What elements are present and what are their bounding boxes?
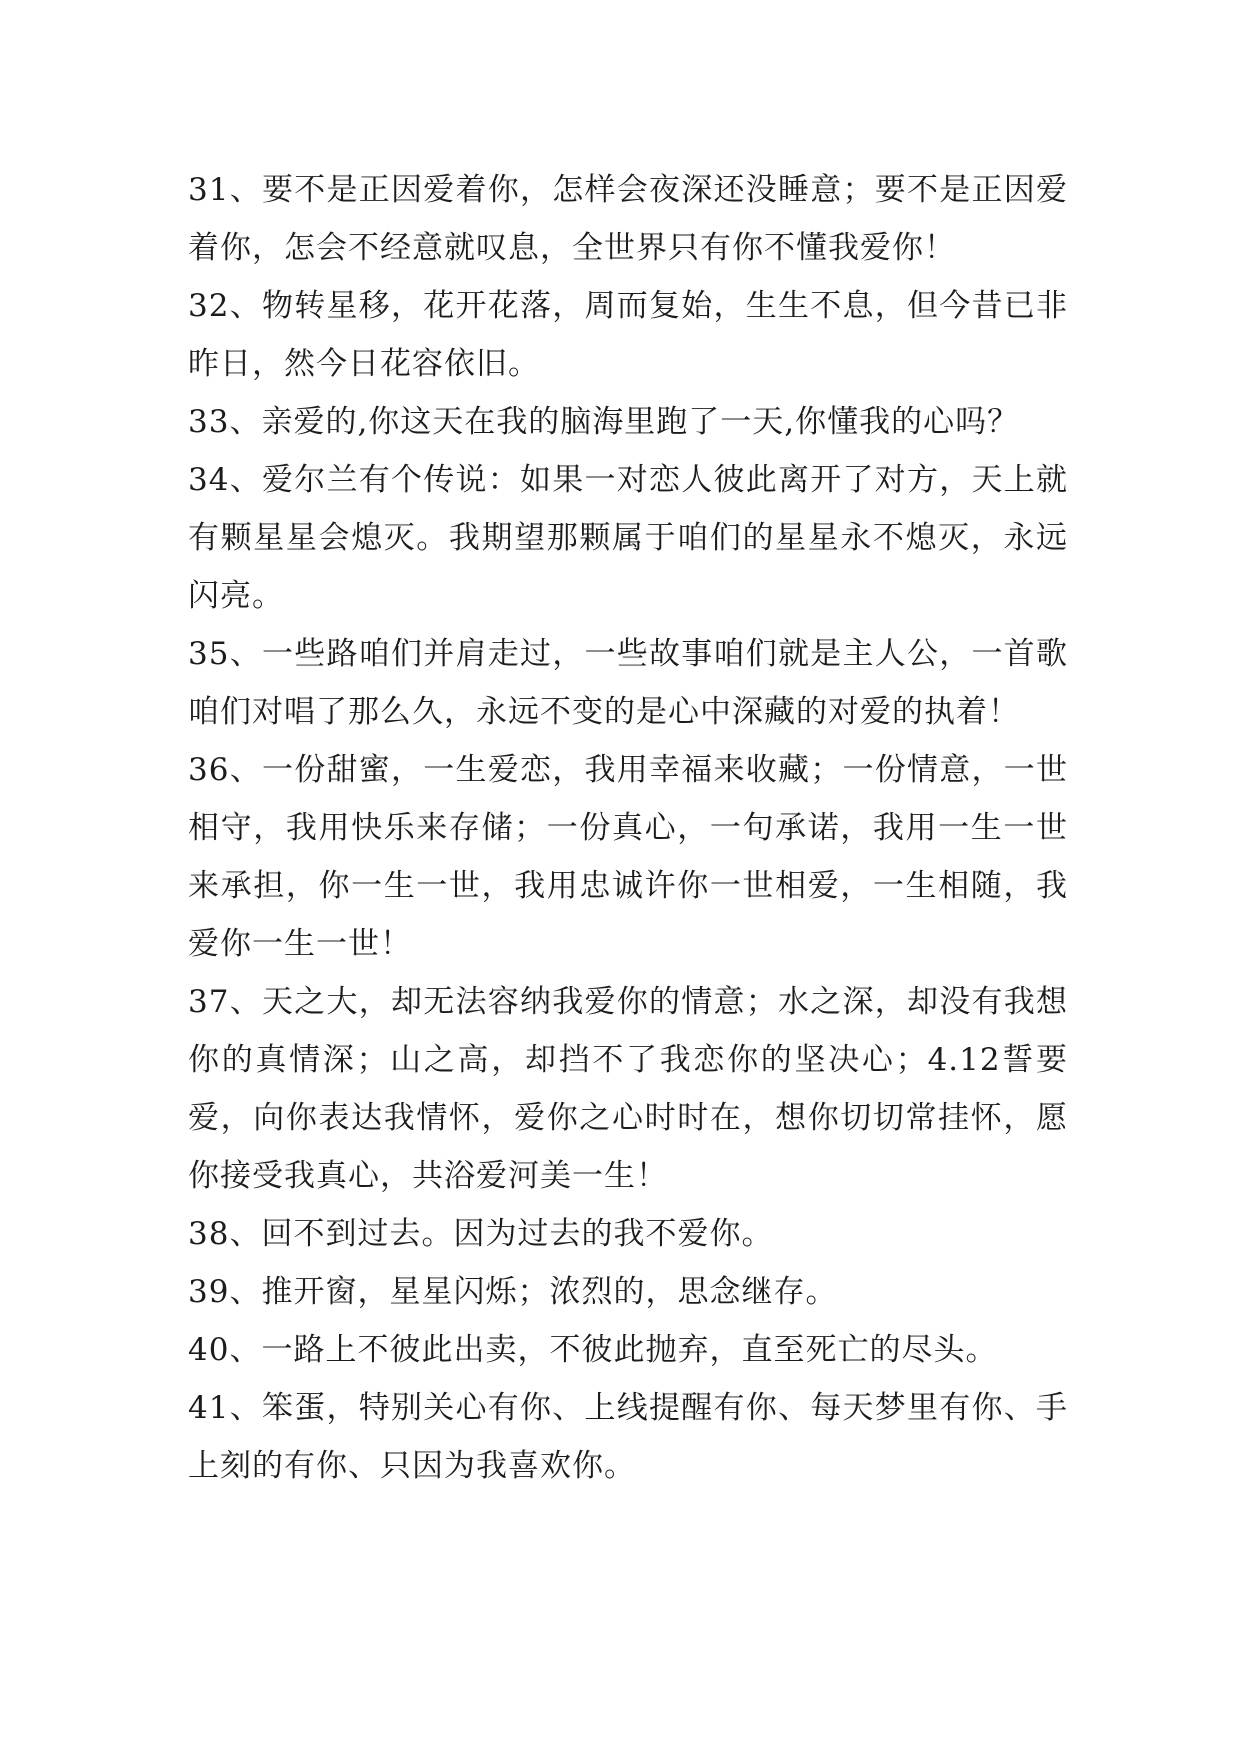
paragraph-34: 34、爱尔兰有个传说：如果一对恋人彼此离开了对方，天上就有颗星星会熄灭。我期望那颗属于咱们的星星永不熄灭，永远闪亮。 [188,462,1068,614]
document-body [188,161,1068,1495]
paragraph-40: 40、一路上不彼此出卖，不彼此抛弃，直至死亡的尽头。 [188,1332,998,1368]
paragraph-36: 36、一份甜蜜，一生爱恋，我用幸福来收藏；一份情意，一世相守，我用快乐来存储；一份真心，一句承诺，我用一生一世来承担，你一生一世，我用忠诚许你一世相爱，一生相随，我爱你一生一世！ [188,752,1068,962]
paragraph-32: 32、物转星移，花开花落，周而复始，生生不息，但今昔已非昨日，然今日花容依旧。 [188,288,1068,382]
paragraph-39: 39、推开窗，星星闪烁；浓烈的，思念继存。 [188,1274,838,1310]
paragraph-38: 38、回不到过去。因为过去的我不爱你。 [188,1216,774,1252]
paragraph-41: 41、笨蛋，特别关心有你、上线提醒有你、每天梦里有你、手上刻的有你、只因为我喜欢你。 [188,1390,1068,1484]
paragraph-35: 35、一些路咱们并肩走过，一些故事咱们就是主人公，一首歌咱们对唱了那么久，永远不变的是心中深藏的对爱的执着！ [188,636,1068,730]
paragraph-31: 31、要不是正因爱着你，怎样会夜深还没睡意；要不是正因爱着你，怎会不经意就叹息，全世界只有你不懂我爱你！ [188,172,1068,266]
paragraph-37: 37、天之大，却无法容纳我爱你的情意；水之深，却没有我想你的真情深；山之高，却挡不了我恋你的坚决心；4.12誓要爱，向你表达我情怀，爱你之心时时在，想你切切常挂怀，愿你接受我真心，共浴爱河美一生！ [188,984,1068,1194]
paragraph-33: 33、亲爱的,你这天在我的脑海里跑了一天,你懂我的心吗？ [188,404,1020,440]
